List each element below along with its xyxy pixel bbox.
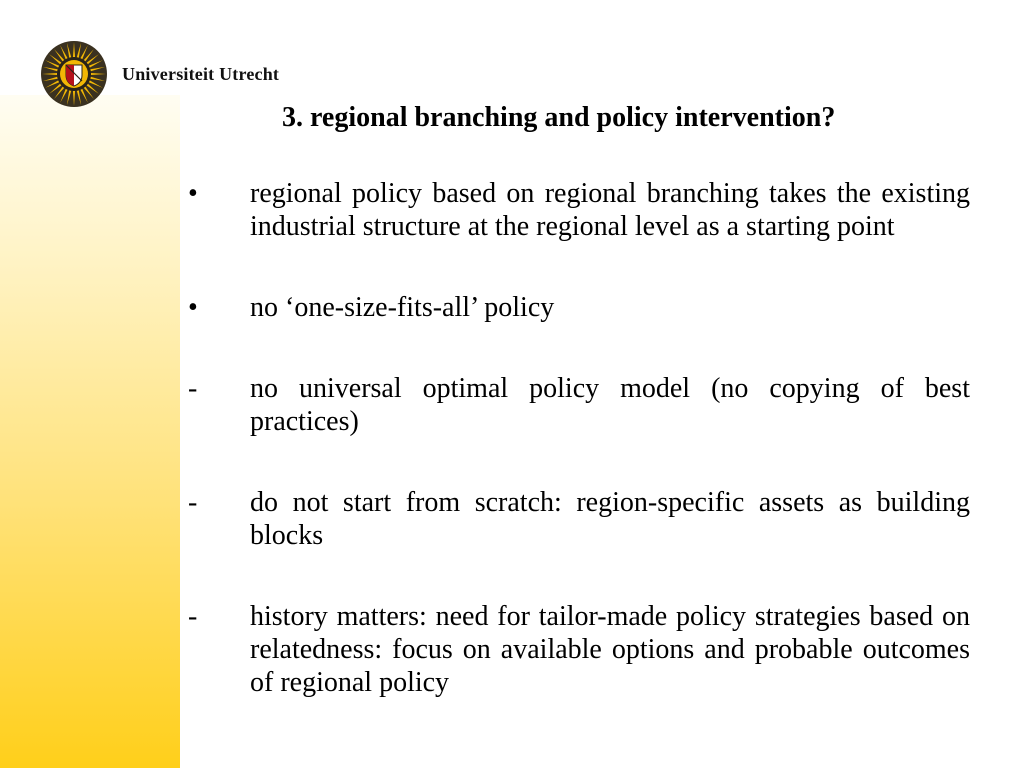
- slide-body: [188, 177, 970, 699]
- dash-item: [188, 486, 970, 552]
- dash-text: no universal optimal policy model (no copying of best practices): [250, 373, 970, 437]
- dash-text: do not start from scratch: region-specific assets as building blocks: [250, 487, 970, 551]
- bullet-marker: •: [188, 178, 198, 209]
- slide-title: 3. regional branching and policy intervention?: [282, 102, 836, 133]
- dash-text: history matters: need for tailor-made policy strategies based on relatedness: focus on available options and probable outcomes of regional policy: [250, 601, 970, 698]
- dash-item: [188, 600, 970, 699]
- dash-marker: -: [188, 601, 198, 632]
- dash-marker: -: [188, 373, 198, 404]
- university-sun-seal-icon: [40, 40, 108, 108]
- dash-item: [188, 372, 970, 438]
- university-logo: [40, 40, 279, 108]
- bullet-marker: •: [188, 292, 198, 323]
- dash-marker: -: [188, 487, 198, 518]
- bullet-text: no ‘one-size-fits-all’ policy: [250, 292, 555, 323]
- bullet-text: regional policy based on regional branching takes the existing industrial structure at the regional level as a starting point: [250, 178, 970, 242]
- decorative-gradient-band: [0, 95, 180, 768]
- bullet-item: [188, 177, 970, 243]
- university-name: Universiteit Utrecht: [122, 63, 280, 84]
- bullet-item: [188, 291, 970, 324]
